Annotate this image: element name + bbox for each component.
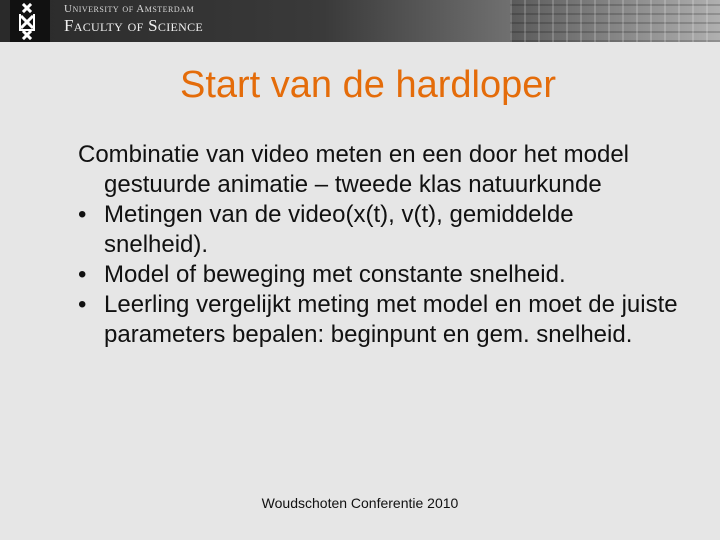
slide-body <box>78 140 678 350</box>
university-name: University of Amsterdam <box>64 3 195 15</box>
xxx-crosses-icon <box>18 2 42 40</box>
faculty-name: Faculty of Science <box>64 16 204 35</box>
bullet-item <box>78 200 678 260</box>
bullet-icon: • <box>78 261 87 288</box>
bullet-item <box>78 260 678 290</box>
bullet-icon: • <box>78 291 87 318</box>
bullet-icon: • <box>78 201 87 228</box>
slide-title: Start van de hardloper <box>179 64 556 106</box>
header-banner <box>0 0 720 42</box>
building-photo <box>510 0 720 42</box>
bullet-text: Metingen van de video(x(t), v(t), gemiddelde snelheid). <box>104 201 574 258</box>
university-logo <box>10 0 50 42</box>
bullet-item <box>78 290 678 350</box>
bullet-text: Model of beweging met constante snelheid. <box>104 261 566 288</box>
bullet-list <box>78 200 678 350</box>
bullet-text: Leerling vergelijkt meting met model en moet de juiste parameters bepalen: beginpunt en gem. snelheid. <box>104 291 678 348</box>
intro-paragraph: Combinatie van video meten en een door het model gestuurde animatie – tweede klas natuurkunde <box>78 141 630 198</box>
footer-text: Woudschoten Conferentie 2010 <box>261 495 459 511</box>
